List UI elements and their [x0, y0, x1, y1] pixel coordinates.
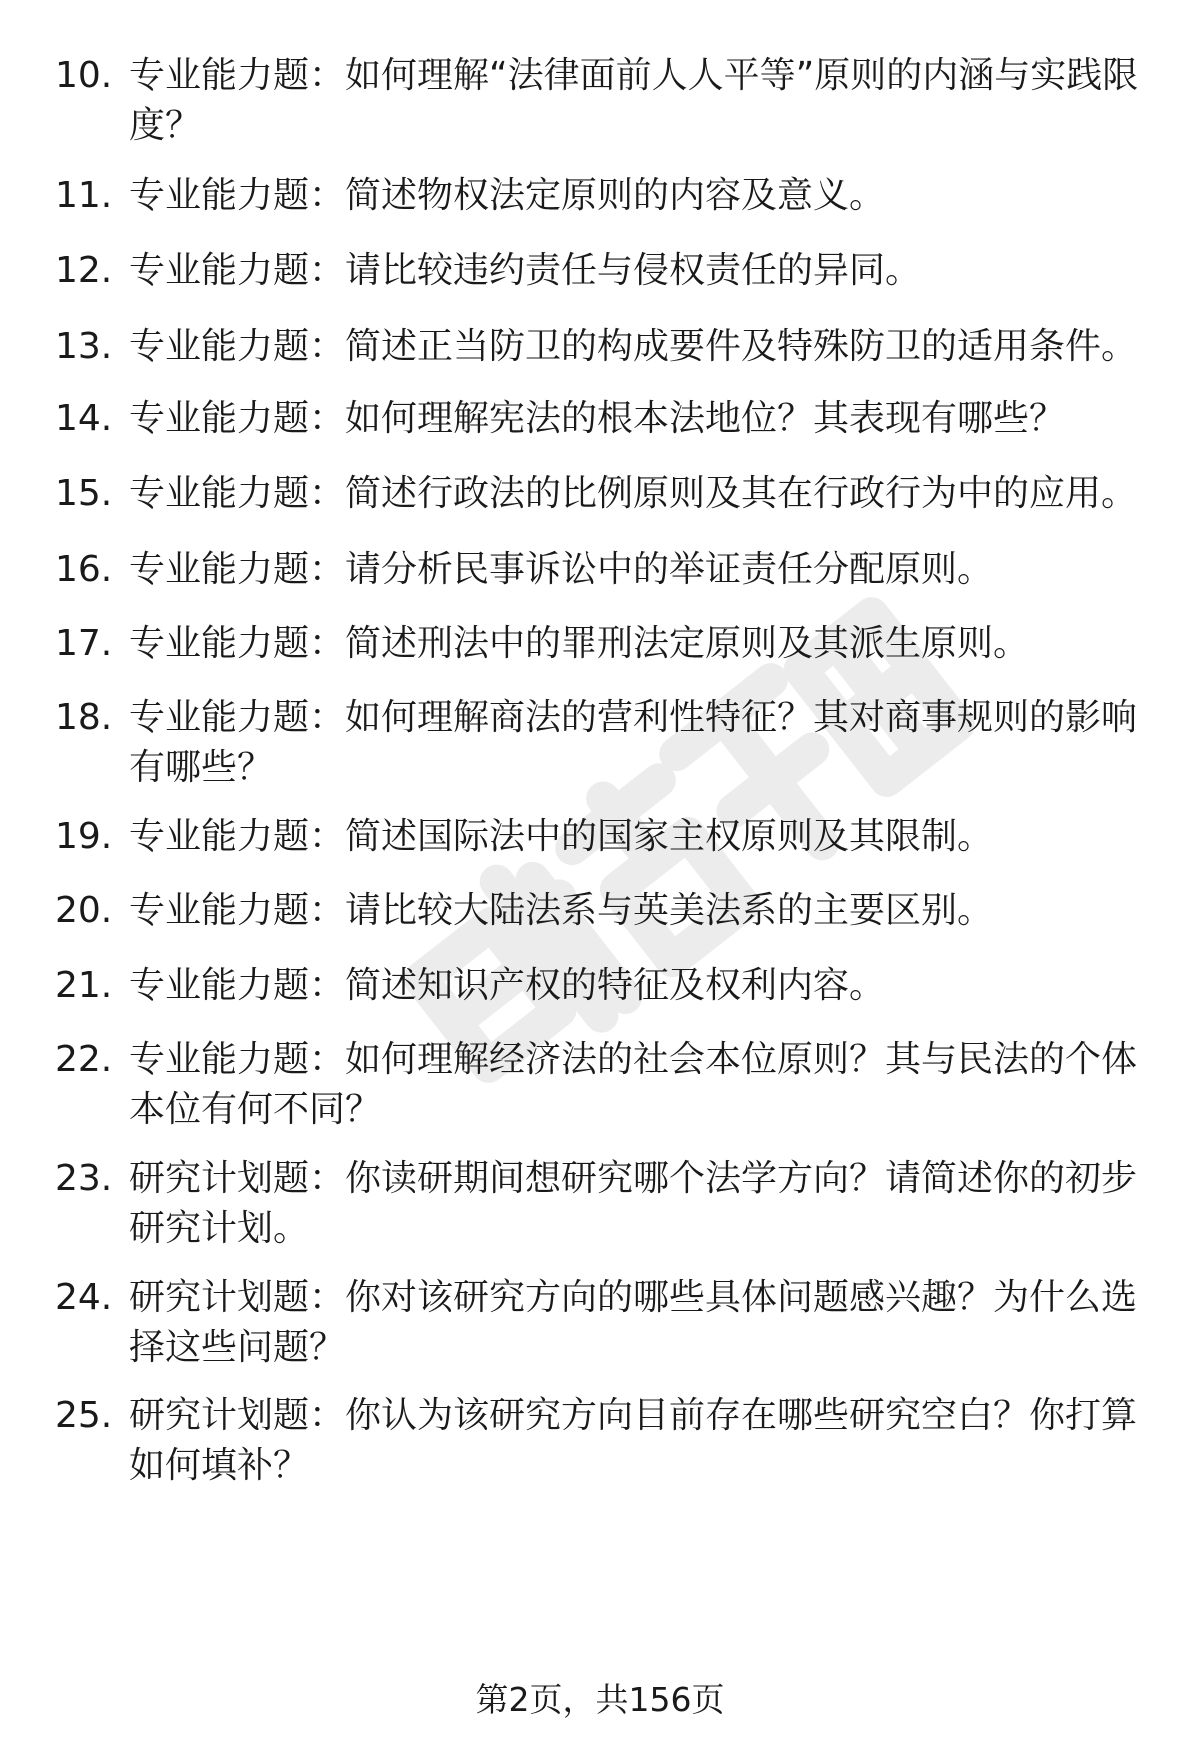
- question-text: 专业能力题：请比较大陆法系与英美法系的主要区别。: [129, 890, 994, 931]
- question-text: 专业能力题：如何理解宪法的根本法地位？其表现有哪些？: [129, 398, 1066, 439]
- question-number: 15.: [55, 473, 113, 514]
- question-number: 14.: [55, 398, 113, 439]
- question-text: 专业能力题：简述正当防卫的构成要件及特殊防卫的适用条件。: [129, 326, 1138, 367]
- question-text: 专业能力题：简述国际法中的国家主权原则及其限制。: [129, 816, 994, 857]
- question-number: 21.: [55, 965, 113, 1006]
- question-number: 23.: [55, 1158, 113, 1199]
- question-text: 研究计划题：你认为该研究方向目前存在哪些研究空白？你打算如何填补？: [129, 1395, 1138, 1486]
- question-text: 专业能力题：请分析民事诉讼中的举证责任分配原则。: [129, 549, 994, 590]
- question-text: 专业能力题：如何理解商法的营利性特征？其对商事规则的影响有哪些？: [129, 697, 1138, 788]
- question-number: 17.: [55, 623, 113, 664]
- question-number: 18.: [55, 697, 113, 738]
- question-number: 25.: [55, 1395, 113, 1436]
- question-number: 16.: [55, 549, 113, 590]
- question-number: 13.: [55, 326, 113, 367]
- page-number: 第2页，共156页: [475, 1680, 725, 1719]
- question-number: 19.: [55, 816, 113, 857]
- question-text: 专业能力题：简述行政法的比例原则及其在行政行为中的应用。: [129, 473, 1138, 514]
- question-text: 研究计划题：你对该研究方向的哪些具体问题感兴趣？为什么选择这些问题？: [129, 1277, 1138, 1368]
- question-text: 专业能力题：如何理解“法律面前人人平等”原则的内涵与实践限度？: [129, 55, 1139, 146]
- question-text: 专业能力题：请比较违约责任与侵权责任的异同。: [129, 250, 922, 291]
- question-number: 20.: [55, 890, 113, 931]
- question-text: 专业能力题：简述刑法中的罪刑法定原则及其派生原则。: [129, 623, 1030, 664]
- question-text: 专业能力题：如何理解经济法的社会本位原则？其与民法的个体本位有何不同？: [129, 1039, 1138, 1130]
- question-number: 22.: [55, 1039, 113, 1080]
- question-text: 专业能力题：简述知识产权的特征及权利内容。: [129, 965, 886, 1006]
- question-number: 11.: [55, 175, 113, 216]
- question-number: 10.: [55, 55, 113, 96]
- question-number: 12.: [55, 250, 113, 291]
- question-text: 专业能力题：简述物权法定原则的内容及意义。: [129, 175, 886, 216]
- question-text: 研究计划题：你读研期间想研究哪个法学方向？请简述你的初步研究计划。: [129, 1158, 1138, 1249]
- question-number: 24.: [55, 1277, 113, 1318]
